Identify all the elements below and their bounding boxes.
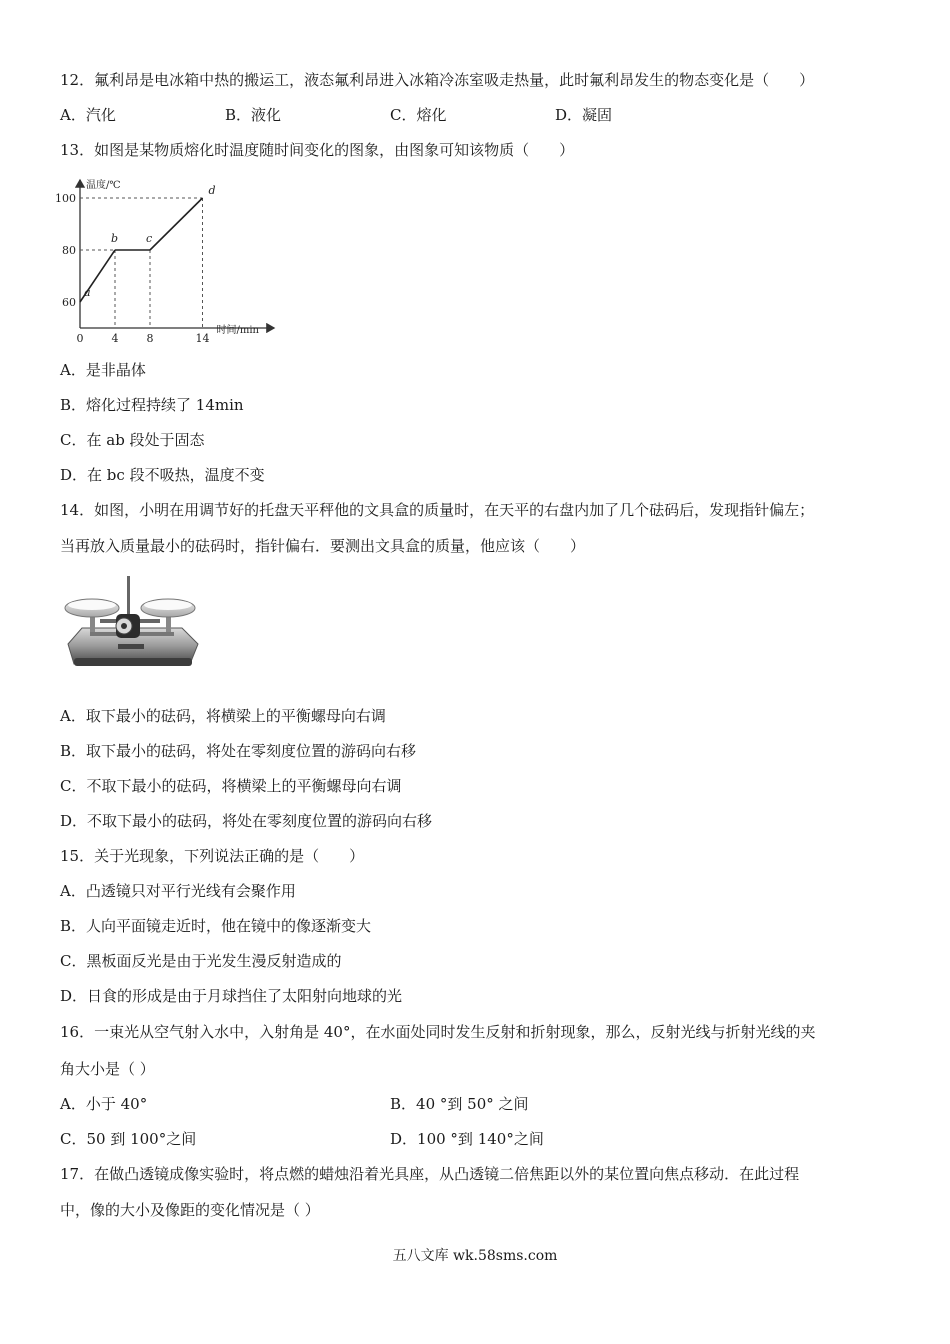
q15-option-c: C．黑板面反光是由于光发生漫反射造成的 [60, 952, 342, 970]
q17-stem-line1: 17．在做凸透镜成像实验时，将点燃的蜡烛沿着光具座，从凸透镜二倍焦距以外的某位置向焦点移动．在此过程 [60, 1165, 800, 1183]
q15-stem: 15．关于光现象，下列说法正确的是（ ） [60, 847, 365, 865]
x-tick-label: 0 [76, 332, 84, 345]
point-label-d: d [208, 184, 216, 197]
q12-option-d: D．凝固 [555, 106, 613, 124]
q16-option-d: D．100 °到 140°之间 [390, 1130, 544, 1148]
point-label-a: a [84, 286, 91, 299]
x-tick-label: 8 [146, 332, 154, 345]
q15-option-a: A．凸透镜只对平行光线有会聚作用 [60, 882, 296, 900]
q14-option-a: A．取下最小的砝码，将横梁上的平衡螺母向右调 [60, 707, 386, 725]
q16-option-b: B．40 °到 50° 之间 [390, 1095, 529, 1113]
q13-option-b: B．熔化过程持续了 14min [60, 396, 244, 414]
q16-option-a: A．小于 40° [60, 1095, 148, 1113]
q12-option-b: B．液化 [225, 106, 282, 124]
curve-segment [150, 198, 203, 250]
point-label-b: b [111, 232, 119, 245]
q14-stem-line2: 当再放入质量最小的砝码时，指针偏右．要测出文具盒的质量，他应该（ ） [60, 537, 586, 555]
q14-option-d: D．不取下最小的砝码，将处在零刻度位置的游码向右移 [60, 812, 433, 830]
q13-option-d: D．在 bc 段不吸热，温度不变 [60, 466, 265, 484]
x-tick-label: 14 [195, 332, 210, 345]
q16-stem-line1: 16．一束光从空气射入水中，入射角是 40°，在水面处同时发生反射和折射现象，那么，反射光线与折射光线的夹 [60, 1023, 816, 1041]
q16-stem-line2: 角大小是（ ） [60, 1060, 155, 1078]
y-tick-label: 100 [55, 192, 76, 205]
q13-option-a: A．是非晶体 [60, 361, 146, 379]
q13-option-c: C．在 ab 段处于固态 [60, 431, 205, 449]
q13-stem: 13．如图是某物质熔化时温度随时间变化的图象，由图象可知该物质（ ） [60, 141, 575, 159]
y-tick-label: 80 [62, 244, 76, 257]
q14-option-b: B．取下最小的砝码，将处在零刻度位置的游码向右移 [60, 742, 417, 760]
page-footer: 五八文库 wk.58sms.com [392, 1248, 558, 1264]
q16-option-c: C．50 到 100°之间 [60, 1130, 197, 1148]
q17-stem-line2: 中，像的大小及像距的变化情况是（ ） [60, 1201, 320, 1219]
q12-option-c: C．熔化 [390, 106, 447, 124]
q12-option-a: A．汽化 [60, 106, 116, 124]
balance-scale-image [60, 572, 202, 674]
q12-stem: 12．氟利昂是电冰箱中热的搬运工，液态氟利昂进入冰箱冷冻室吸走热量，此时氟利昂发生的物态变化是（ ） [60, 71, 815, 89]
x-tick-label: 4 [111, 332, 119, 345]
q14-option-c: C．不取下最小的砝码，将横梁上的平衡螺母向右调 [60, 777, 402, 795]
q15-option-b: B．人向平面镜走近时，他在镜中的像逐渐变大 [60, 917, 372, 935]
y-axis-label: 温度/℃ [86, 180, 121, 191]
point-label-c: c [146, 232, 153, 245]
x-axis-label: 时间/min [216, 325, 259, 336]
q15-option-d: D．日食的形成是由于月球挡住了太阳射向地球的光 [60, 987, 403, 1005]
y-tick-label: 60 [62, 296, 76, 309]
q14-stem-line1: 14．如图，小明在用调节好的托盘天平秤他的文具盒的质量时，在天平的右盘内加了几个砝码后，发现指针偏左； [60, 501, 815, 519]
melting-curve-chart [55, 172, 290, 345]
